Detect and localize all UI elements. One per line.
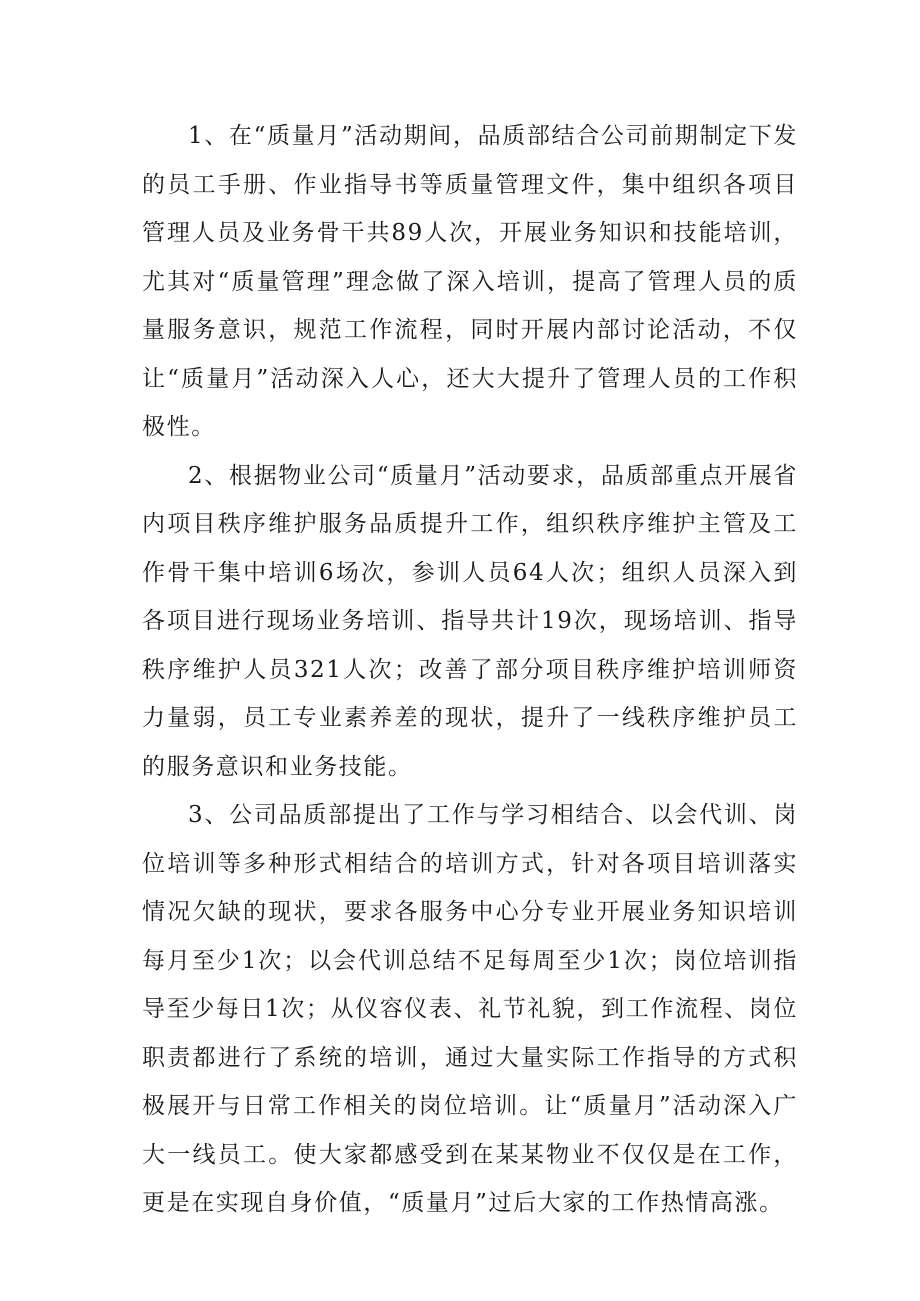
- paragraph-2: 2、根据物业公司“质量月”活动要求，品质部重点开展省内项目秩序维护服务品质提升工作，组织秩序维护主管及工作骨干集中培训6场次，参训人员64人次；组织人员深入到各项目进行现场业务培训、指导共计19次，现场培训、指导秩序维护人员321人次；改善了部分项目秩序维护培训师资力量弱，员工专业素养差的现状，提升了一线秩序维护员工的服务意识和业务技能。: [142, 462, 798, 780]
- document-body: [142, 112, 798, 1228]
- paragraph-1: 1、在“质量月”活动期间，品质部结合公司前期制定下发的员工手册、作业指导书等质量管理文件，集中组织各项目管理人员及业务骨干共89人次，开展业务知识和技能培训，尤其对“质量管理”理念做了深入培训，提高了管理人员的质量服务意识，规范工作流程，同时开展内部讨论活动，不仅让“质量月”活动深入人心，还大大提升了管理人员的工作积极性。: [142, 123, 798, 440]
- paragraph-3: 3、公司品质部提出了工作与学习相结合、以会代训、岗位培训等多种形式相结合的培训方式，针对各项目培训落实情况欠缺的现状，要求各服务中心分专业开展业务知识培训每月至少1次；以会代训总结不足每周至少1次；岗位培训指导至少每日1次；从仪容仪表、礼节礼貌，到工作流程、岗位职责都进行了系统的培训，通过大量实际工作指导的方式积极展开与日常工作相关的岗位培训。让“质量月”活动深入广大一线员工。使大家都感受到在某某物业不仅仅是在工作，更是在实现自身价值，“质量月”过后大家的工作热情高涨。: [142, 802, 798, 1216]
